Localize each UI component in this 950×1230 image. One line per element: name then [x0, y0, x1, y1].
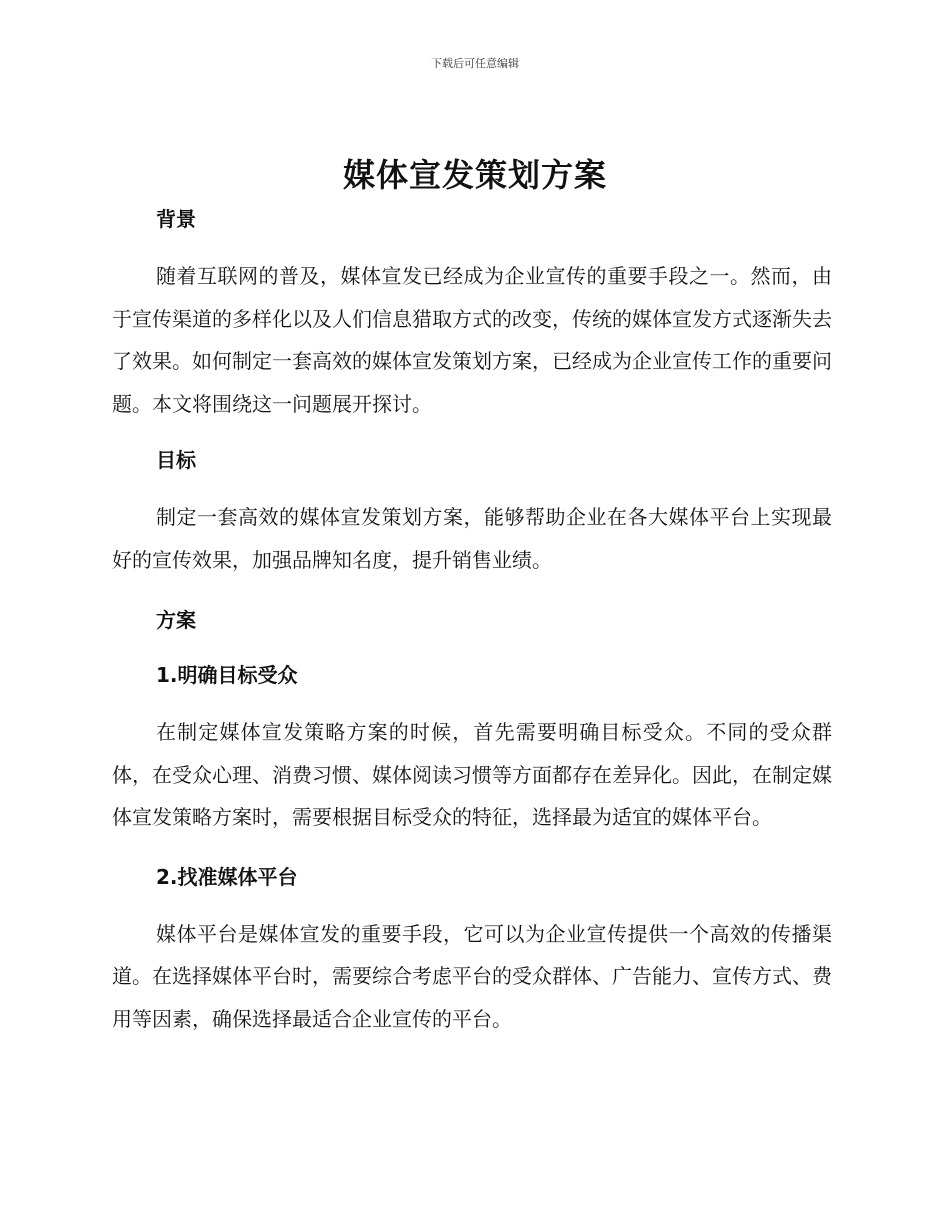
subsection-paragraph-step1: 在制定媒体宣发策略方案的时候，首先需要明确目标受众。不同的受众群体，在受众心理、消费习惯、媒体阅读习惯等方面都存在差异化。因此，在制定媒体宣发策略方案时，需要根据目标受众的特征，选择最为适宜的媒体平台。: [112, 720, 832, 829]
document-title: 媒体宣发策划方案: [342, 156, 607, 194]
header-note: 下载后可任意编辑: [431, 57, 519, 70]
section-paragraph-goal: 制定一套高效的媒体宣发策划方案，能够帮助企业在各大媒体平台上实现最好的宣传效果，加强品牌知名度，提升销售业绩。: [112, 505, 832, 572]
document-body: [112, 203, 832, 1040]
section-heading-background: 背景: [156, 207, 196, 231]
subsection-heading-step2: 2.找准媒体平台: [156, 864, 298, 889]
subsection-heading-step1: 1.明确目标受众: [156, 663, 298, 687]
section-heading-goal: 目标: [156, 448, 196, 472]
section-paragraph-background: 随着互联网的普及，媒体宣发已经成为企业宣传的重要手段之一。然而，由于宣传渠道的多样化以及人们信息猎取方式的改变，传统的媒体宣发方式逐渐失去了效果。如何制定一套高效的媒体宣发策划方案，已经成为企业宣传工作的重要问题。本文将围绕这一问题展开探讨。: [112, 264, 832, 416]
subsection-paragraph-step2: 媒体平台是媒体宣发的重要手段，它可以为企业宣传提供一个高效的传播渠道。在选择媒体平台时，需要综合考虑平台的受众群体、广告能力、宣传方式、费用等因素，确保选择最适合企业宣传的平台。: [112, 921, 832, 1031]
section-heading-plan: 方案: [156, 608, 196, 632]
